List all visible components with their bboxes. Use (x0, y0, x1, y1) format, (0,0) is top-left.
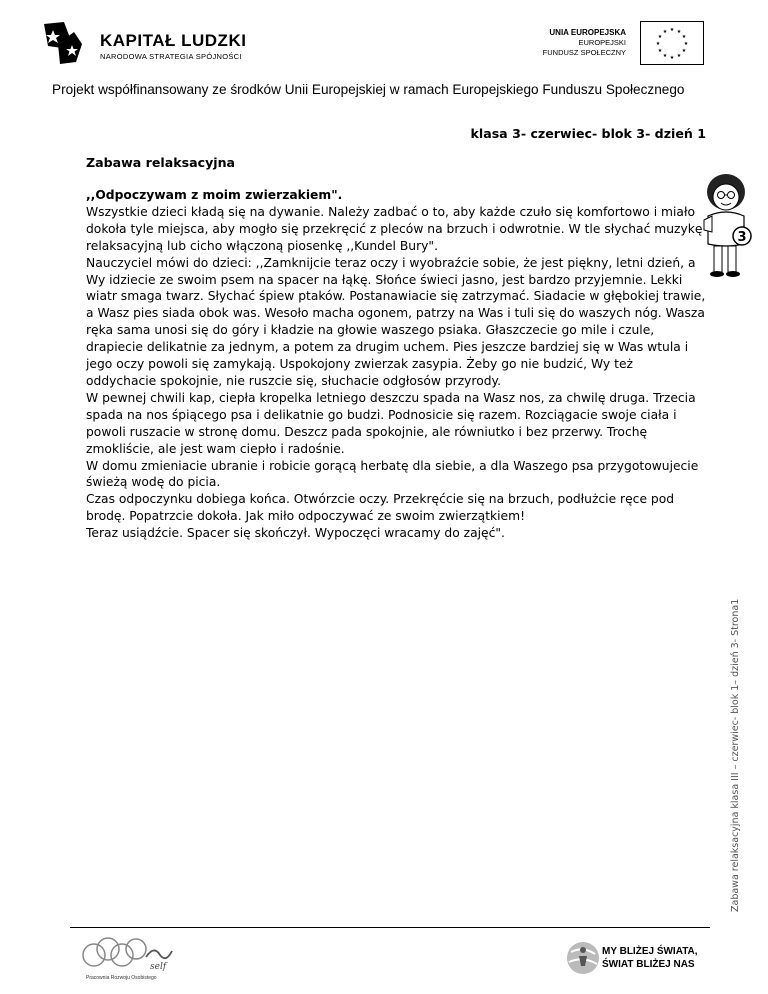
mascot-number: 3 (737, 230, 747, 245)
svg-text:★: ★ (681, 34, 687, 40)
svg-text:★: ★ (676, 53, 682, 59)
svg-text:★: ★ (662, 29, 668, 35)
story-paragraph: W domu zmieniacie ubranie i robicie gorącą herbatę dla siebie, a dla Waszego psa przygotowujecie świeżą wodę do picia. (86, 458, 699, 490)
svg-text:★: ★ (669, 55, 675, 61)
eu-fund-label-1: EUROPEJSKI (578, 38, 626, 47)
story-paragraph: Czas odpoczynku dobiega końca. Otwórzcie oczy. Przekręćcie się na brzuch, podłużcie ręce pod brodę. Popatrzcie dokoła. Jak miło odpoczywać ze swoim zwierzątkiem! (86, 492, 675, 524)
eu-flag-icon (640, 21, 704, 65)
kapital-ludzki-title: KAPITAŁ LUDZKI (100, 31, 247, 50)
svg-text:★: ★ (681, 48, 687, 54)
kapital-ludzki-emblem-icon (40, 18, 98, 68)
footer-slogan-line-2: ŚWIAT BLIŻEJ NAS (602, 959, 695, 970)
people-circles-icon (80, 935, 176, 975)
eu-union-label: UNIA EUROPEJSKA (549, 28, 626, 37)
kapital-ludzki-subtitle: NARODOWA STRATEGIA SPÓJNOŚCI (100, 52, 242, 61)
eu-label (543, 28, 626, 58)
footer-divider (70, 927, 710, 928)
svg-text:★: ★ (669, 27, 675, 33)
svg-text:★: ★ (657, 48, 663, 54)
svg-text:★: ★ (655, 41, 661, 47)
section-title: Zabawa relaksacyjna (86, 155, 236, 170)
mascot-girl-illustration (700, 170, 752, 278)
kapital-ludzki-logo (40, 18, 270, 68)
story-paragraph: Wszystkie dzieci kładą się na dywanie. Należy zadbać o to, aby każde czuło się komfortowo i miało dokoła tyle miejsca, aby mogło się przekręcić z pleców na brzuch i odwrotnie. W tle słychać muzykę relaksacyjną lub cicho włączoną piosenkę ,,Kundel Bury". (86, 204, 703, 253)
story-title: ,,Odpoczywam z moim zwierzakiem". (86, 188, 343, 202)
class-info-heading: klasa 3- czerwiec- blok 3- dzień 1 (470, 126, 706, 141)
story-body (86, 187, 706, 542)
svg-text:self: self (150, 962, 167, 972)
page-side-label: Zabawa relaksacyjna klasa III – czerwiec- blok 1– dzień 3- Strona1 (730, 598, 741, 912)
story-paragraph: W pewnej chwili kap, ciepła kropelka letniego deszczu spada na Wasz nos, za chwilę druga. Trzecia spada na nos śpiącego psa i delikatnie go budzi. Podnosicie się razem. Rozciągacie swoje ciała i powoli ruszacie w stronę domu. Deszcz pada spokojnie, ale równiutko i bez przerwy. Trochę zmokliście, ale jest wam ciepło i radośnie. (86, 390, 696, 456)
svg-text:★: ★ (657, 34, 663, 40)
svg-text:★: ★ (683, 41, 689, 47)
project-cofinancing-line: Projekt współfinansowany ze środków Unii Europejskiej w ramach Europejskiego Funduszu Społecznego (52, 82, 685, 97)
story-paragraph: Teraz usiądźcie. Spacer się skończył. Wypoczęci wracamy do zajęć". (86, 526, 505, 541)
footer-slogan-text (602, 945, 698, 971)
footer-slogan-line-1: MY BLIŻEJ ŚWIATA, (602, 946, 698, 957)
globe-people-icon (565, 940, 601, 976)
svg-text:★: ★ (676, 29, 682, 35)
eu-fund-label-2: FUNDUSZ SPOŁECZNY (542, 48, 626, 57)
svg-text:★: ★ (662, 53, 668, 59)
story-paragraph: Nauczyciel mówi do dzieci: ,,Zamknijcie teraz oczy i wyobraźcie sobie, że jest piękny, letni dzień, a Wy idziecie ze swoim psem na spacer na łąkę. Słońce świeci jasno, jest bardzo przyjemnie. Lekki wiatr smaga twarz. Słychać śpiew ptaków. Postanawiacie się zatrzymać. Siadacie w głębokiej trawie, a Wasz pies siada obok was. Wesoło macha ogonem, patrzy na Was i tuli się do waszych nóg. Wasza ręka sama unosi się do góry i kładzie na głowie waszego psiaka. Głaszczecie go mile i czule, drapiecie delikatnie za jednym, a potem za drugim uchem. Pies jeszcze bardziej się w Was wtula i jego oczy powoli się zamykają. Uspokojony zwierzak zasypia. Żeby go nie budzić, Wy też oddychacie spokojnie, nie ruszcie się, słuchacie odgłosów przyrody. (86, 255, 706, 388)
footer-left-caption: Pracownia Rozwoju Osobistego (86, 975, 157, 981)
